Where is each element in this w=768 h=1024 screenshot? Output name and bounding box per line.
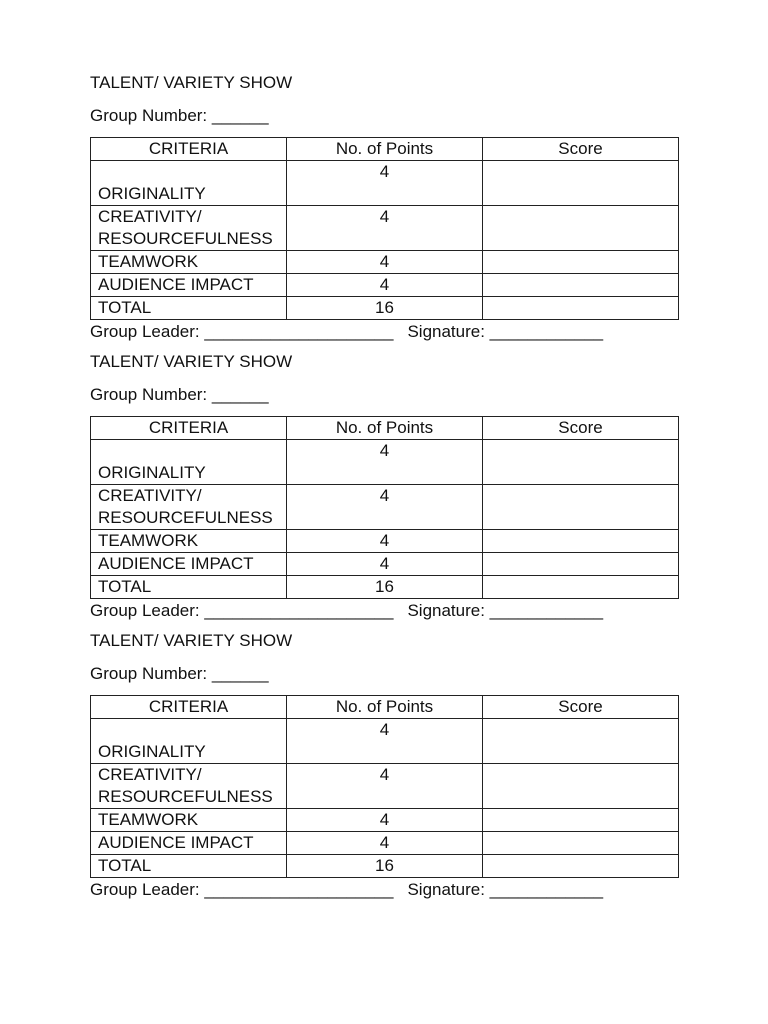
criteria-line-2: RESOURCEFULNESS xyxy=(98,229,273,248)
header-score: Score xyxy=(483,696,679,719)
points-cell: 4 xyxy=(287,832,483,855)
criteria-line-1: CREATIVITY/ xyxy=(98,765,202,784)
table-row xyxy=(91,764,679,809)
score-cell xyxy=(483,719,679,764)
group-leader-field: Group Leader: ____________________ xyxy=(90,322,394,341)
header-score: Score xyxy=(483,138,679,161)
criteria-cell xyxy=(91,485,287,530)
table-row-total xyxy=(91,297,679,320)
header-points: No. of Points xyxy=(287,417,483,440)
criteria-line-1: CREATIVITY/ xyxy=(98,486,202,505)
criteria-line-2: RESOURCEFULNESS xyxy=(98,787,273,806)
table-row-total xyxy=(91,576,679,599)
header-points: No. of Points xyxy=(287,696,483,719)
table-header-row xyxy=(91,138,679,161)
criteria-cell: ORIGINALITY xyxy=(91,440,287,485)
table-row xyxy=(91,530,679,553)
criteria-cell: TOTAL xyxy=(91,297,287,320)
header-criteria: CRITERIA xyxy=(91,417,287,440)
table-row xyxy=(91,440,679,485)
points-cell: 4 xyxy=(287,274,483,297)
group-number-line: Group Number: ______ xyxy=(90,106,269,125)
table-row xyxy=(91,206,679,251)
points-cell: 4 xyxy=(287,485,483,530)
group-number-line: Group Number: ______ xyxy=(90,664,269,683)
group-number-line: Group Number: ______ xyxy=(90,385,269,404)
criteria-cell: TEAMWORK xyxy=(91,809,287,832)
criteria-cell: TOTAL xyxy=(91,855,287,878)
criteria-table xyxy=(90,695,679,878)
points-cell: 4 xyxy=(287,530,483,553)
points-cell: 4 xyxy=(287,251,483,274)
points-cell: 4 xyxy=(287,161,483,206)
table-row xyxy=(91,809,679,832)
criteria-cell: AUDIENCE IMPACT xyxy=(91,553,287,576)
score-cell xyxy=(483,440,679,485)
score-cell xyxy=(483,161,679,206)
header-points: No. of Points xyxy=(287,138,483,161)
form-title: TALENT/ VARIETY SHOW xyxy=(90,73,293,92)
criteria-cell: TEAMWORK xyxy=(91,530,287,553)
score-cell xyxy=(483,274,679,297)
table-row xyxy=(91,274,679,297)
points-cell: 16 xyxy=(287,297,483,320)
criteria-cell: TOTAL xyxy=(91,576,287,599)
form-title: TALENT/ VARIETY SHOW xyxy=(90,631,293,650)
table-header-row xyxy=(91,696,679,719)
criteria-cell xyxy=(91,764,287,809)
points-cell: 4 xyxy=(287,206,483,251)
table-row-total xyxy=(91,855,679,878)
score-cell xyxy=(483,251,679,274)
score-cell xyxy=(483,832,679,855)
form-title: TALENT/ VARIETY SHOW xyxy=(90,352,293,371)
table-row xyxy=(91,553,679,576)
points-cell: 4 xyxy=(287,809,483,832)
score-cell xyxy=(483,855,679,878)
score-cell xyxy=(483,206,679,251)
leader-signature-line xyxy=(90,600,678,622)
score-cell xyxy=(483,764,679,809)
score-cell xyxy=(483,297,679,320)
points-cell: 4 xyxy=(287,440,483,485)
score-sheet-1 xyxy=(90,72,678,343)
group-leader-field: Group Leader: ____________________ xyxy=(90,601,394,620)
table-row xyxy=(91,485,679,530)
table-row xyxy=(91,832,679,855)
points-cell: 16 xyxy=(287,855,483,878)
score-cell xyxy=(483,553,679,576)
header-criteria: CRITERIA xyxy=(91,138,287,161)
score-cell xyxy=(483,576,679,599)
score-cell xyxy=(483,530,679,553)
criteria-cell: TEAMWORK xyxy=(91,251,287,274)
table-row xyxy=(91,161,679,206)
points-cell: 16 xyxy=(287,576,483,599)
criteria-cell: ORIGINALITY xyxy=(91,161,287,206)
signature-field: Signature: ____________ xyxy=(407,322,604,341)
table-header-row xyxy=(91,417,679,440)
criteria-cell: AUDIENCE IMPACT xyxy=(91,274,287,297)
points-cell: 4 xyxy=(287,764,483,809)
group-leader-field: Group Leader: ____________________ xyxy=(90,880,394,899)
criteria-table xyxy=(90,416,679,599)
criteria-cell: AUDIENCE IMPACT xyxy=(91,832,287,855)
score-cell xyxy=(483,809,679,832)
criteria-line-1: CREATIVITY/ xyxy=(98,207,202,226)
header-criteria: CRITERIA xyxy=(91,696,287,719)
signature-field: Signature: ____________ xyxy=(407,601,604,620)
criteria-cell xyxy=(91,206,287,251)
table-row xyxy=(91,719,679,764)
criteria-line-2: RESOURCEFULNESS xyxy=(98,508,273,527)
score-cell xyxy=(483,485,679,530)
score-sheet-3 xyxy=(90,630,678,901)
table-row xyxy=(91,251,679,274)
points-cell: 4 xyxy=(287,719,483,764)
points-cell: 4 xyxy=(287,553,483,576)
leader-signature-line xyxy=(90,321,678,343)
criteria-table xyxy=(90,137,679,320)
criteria-cell: ORIGINALITY xyxy=(91,719,287,764)
signature-field: Signature: ____________ xyxy=(407,880,604,899)
header-score: Score xyxy=(483,417,679,440)
score-sheet-2 xyxy=(90,351,678,622)
leader-signature-line xyxy=(90,879,678,901)
